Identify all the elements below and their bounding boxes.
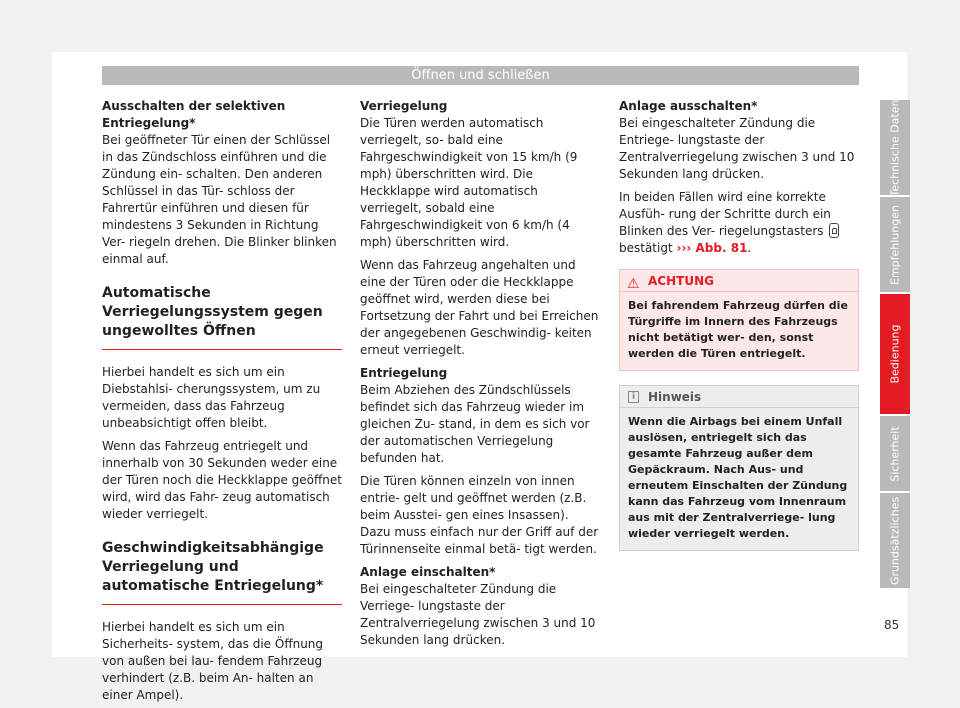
- warning-text: Bei fahrendem Fahrzeug dürfen die Türgriffe im Innern des Fahrzeugs nicht betätigt wer- den, sonst werden die Türen entriegelt.: [628, 299, 848, 360]
- subheading-selective-unlock: Ausschalten der selektiven Entriegelung*: [102, 99, 286, 130]
- lock-key-icon: [829, 223, 839, 238]
- tab-bedienung[interactable]: [880, 294, 910, 414]
- column-middle: [360, 98, 602, 655]
- warning-title: ACHTUNG: [648, 274, 714, 288]
- paragraph-system-off: Bei eingeschalteter Zündung die Entriege- lungstaste der Zentralverriegelung zwischen 3 und 10 Sekunden lang drücken.: [619, 116, 855, 181]
- paragraph-unlock-2: Die Türen können einzeln von innen entrie- gelt und geöffnet werden (z.B. beim Ausstei- gen eines Insassen). Dazu muss einfach nur der Griff auf der Türinnenseite einmal betä- tigt werden.: [360, 474, 599, 556]
- tab-label: Grundsätzliches: [888, 496, 902, 585]
- subheading-system-on: Anlage einschalten*: [360, 565, 496, 579]
- note-header: [620, 386, 858, 408]
- chapter-header: Öffnen und schließen: [102, 66, 859, 85]
- subheading-system-off: Anlage ausschalten*: [619, 99, 758, 113]
- tab-technische-daten[interactable]: [880, 100, 910, 195]
- info-note-icon: i: [628, 391, 639, 403]
- paragraph-speed-lock: Hierbei handelt es sich um ein Sicherheits- system, das die Öffnung von außen bei lau- fendem Fahrzeug verhindert (z.B. beim An- halten an einer Ampel).: [102, 620, 324, 702]
- subheading-unlock: Entriegelung: [360, 366, 448, 380]
- paragraph-system-on: Bei eingeschalteter Zündung die Verriege- lungstaste der Zentralverriegelung zwischen 3 und 10 Sekunden lang drücken.: [360, 582, 596, 647]
- tab-empfehlungen[interactable]: [880, 197, 910, 292]
- tab-label: Technische Daten: [888, 99, 902, 196]
- tab-label: Bedienung: [888, 324, 902, 384]
- note-title: Hinweis: [648, 390, 702, 404]
- heading-speed-lock: Geschwindigkeitsabhängige Verriegelung und automatische Entriegelung*: [102, 539, 342, 605]
- paragraph-auto-lock-1: Hierbei handelt es sich um ein Diebstahlsi- cherungssystem, um zu vermeiden, dass das Fahrzeug unbeabsichtigt offen bleibt.: [102, 365, 321, 430]
- heading-auto-lock: Automatische Verriegelungssystem gegen ungewolltes Öffnen: [102, 284, 342, 350]
- paragraph-lock-2: Wenn das Fahrzeug angehalten und eine der Türen oder die Heckklappe geöffnet wird, werden diese bei Fortsetzung der Fahrt und bei Erreichen der angegebenen Geschwindig- keiten erneut verriegelt.: [360, 258, 599, 357]
- subheading-lock: Verriegelung: [360, 99, 448, 113]
- warning-triangle-icon: ⚠: [627, 276, 640, 292]
- note-box: [619, 385, 859, 551]
- tab-grundsaetzliches[interactable]: [880, 493, 910, 588]
- warning-header: [620, 270, 858, 292]
- tab-label: Sicherheit: [888, 425, 902, 482]
- paragraph-confirm-text-b: bestätigt: [619, 241, 673, 255]
- paragraph-lock-1: Die Türen werden automatisch verriegelt, so- bald eine Fahrgeschwindigkeit von 15 km/h (9 mph) überschritten wird. Die Heckklappe wird automatisch verriegelt, sobald eine Fahrgeschwindigkeit von 6 km/h (4 mph) überschritten wird.: [360, 116, 578, 249]
- warning-box: [619, 269, 859, 371]
- note-text: Wenn die Airbags bei einem Unfall auslösen, entriegelt sich das gesamte Fahrzeug außer dem Gepäckraum. Nach Aus- und erneutem Einschalten der Zündung kann das Fahrzeug vom Innenraum aus mit der Zentralverriege- lung wieder verriegelt werden.: [628, 415, 848, 540]
- page-number: 85: [884, 618, 900, 632]
- paragraph-confirm: [619, 189, 859, 257]
- column-left: [102, 98, 342, 708]
- figure-reference-link[interactable]: ››› Abb. 81: [676, 241, 748, 255]
- tab-label: Empfehlungen: [888, 204, 902, 285]
- paragraph-unlock-1: Beim Abziehen des Zündschlüssels befindet sich das Fahrzeug wieder im gleichen Zu- stand, in dem es sich vor der automatischen Verriegelung befunden hat.: [360, 383, 590, 465]
- column-right: [619, 98, 859, 551]
- paragraph-selective-unlock: Bei geöffneter Tür einen der Schlüssel in das Zündschloss einführen und die Zündung ein- schalten. Den anderen Schlüssel in das Tür- schloss der Fahrertür einführen und diesen für mindestens 3 Sekunden in Richtung Ver- riegeln drehen. Die Blinker blinken einmal auf.: [102, 133, 337, 266]
- paragraph-confirm-end: .: [747, 241, 752, 255]
- paragraph-confirm-text-a: In beiden Fällen wird eine korrekte Ausfüh- rung der Schritte durch ein Blinken des Ver- riegelungstasters: [619, 190, 831, 238]
- paragraph-auto-lock-2: Wenn das Fahrzeug entriegelt und innerhalb von 30 Sekunden weder eine der Türen noch die Heckklappe geöffnet wird, wird das Fahr- zeug automatisch wieder verriegelt.: [102, 439, 342, 521]
- tab-sicherheit[interactable]: [880, 416, 910, 491]
